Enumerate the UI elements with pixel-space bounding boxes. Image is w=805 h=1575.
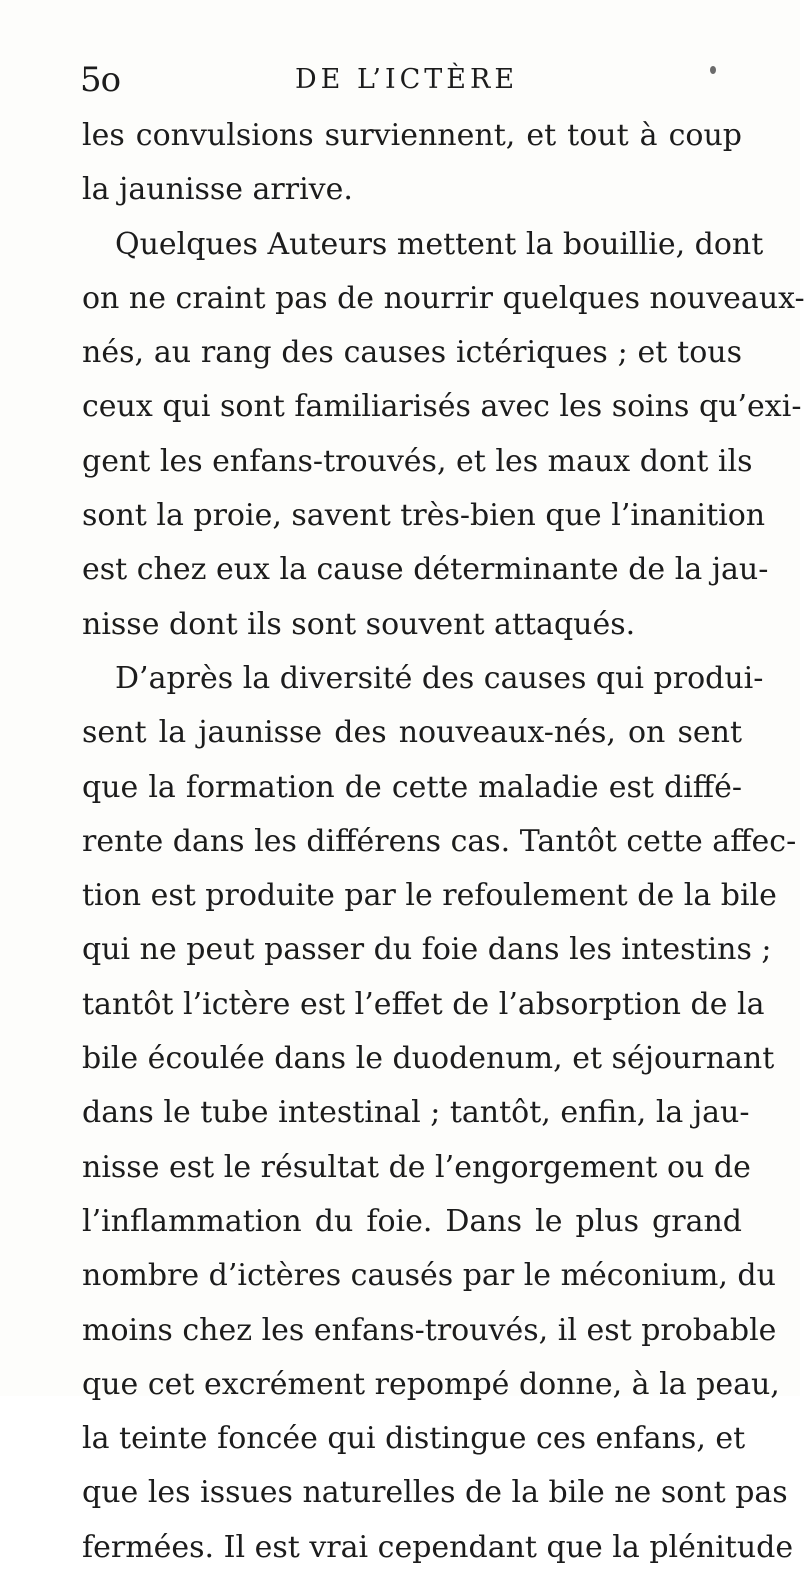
text-line: moins chez les enfans-trouvés, il est probable <box>82 1312 777 1348</box>
text-line: qui ne peut passer du foie dans les intestins ; <box>82 932 772 968</box>
text-line: fermées. Il est vrai cependant que la plénitude <box>82 1529 794 1565</box>
text-line: sent la jaunisse des nouveaux-nés, on sent <box>82 715 742 751</box>
text-line: on ne craint pas de nourrir quelques nouveaux- <box>82 280 805 316</box>
text-line: tantôt l’ictère est l’effet de l’absorption de la <box>82 986 765 1022</box>
text-line: nés, au rang des causes ictériques ; et tous <box>82 335 742 371</box>
text-line: l’inflammation du foie. Dans le plus grand <box>82 1203 742 1239</box>
paragraph-start-line: Quelques Auteurs mettent la bouillie, dont <box>115 226 764 262</box>
text-line: la jaunisse arrive. <box>82 172 353 208</box>
ink-speck <box>710 66 716 74</box>
text-line: ceux qui sont familiarisés avec les soins qu’exi- <box>82 389 802 425</box>
text-line: dans le tube intestinal ; tantôt, enfin, la jau- <box>82 1095 750 1131</box>
text-line: est chez eux la cause déterminante de la jau- <box>82 552 769 588</box>
text-line: que cet excrément repompé donne, à la peau, <box>82 1366 780 1402</box>
text-line: les convulsions surviennent, et tout à coup <box>82 118 742 153</box>
text-line: nombre d’ictères causés par le méconium, du <box>82 1258 776 1294</box>
body-text <box>82 109 805 1575</box>
text-line: sont la proie, savent très-bien que l’inanition <box>82 498 766 534</box>
text-line: que les issues naturelles de la bile ne sont pas <box>82 1475 788 1511</box>
page-number: 5o <box>80 60 121 100</box>
text-line: bile écoulée dans le duodenum, et séjournant <box>82 1041 775 1077</box>
running-title: DE L’ICTÈRE <box>295 64 519 95</box>
text-line: la teinte foncée qui distingue ces enfans, et <box>82 1421 746 1457</box>
text-line: rente dans les différens cas. Tantôt cette affec- <box>82 823 797 859</box>
text-line: nisse est le résultat de l’engorgement ou de <box>82 1149 751 1185</box>
page-header <box>80 56 720 104</box>
text-line: nisse dont ils sont souvent attaqués. <box>82 606 636 642</box>
text-line: tion est produite par le refoulement de la bile <box>82 878 777 914</box>
text-line: que la formation de cette maladie est diffé- <box>82 769 742 805</box>
text-line: gent les enfans-trouvés, et les maux dont ils <box>82 443 753 479</box>
paragraph-start-line: D’après la diversité des causes qui produi- <box>115 660 764 696</box>
